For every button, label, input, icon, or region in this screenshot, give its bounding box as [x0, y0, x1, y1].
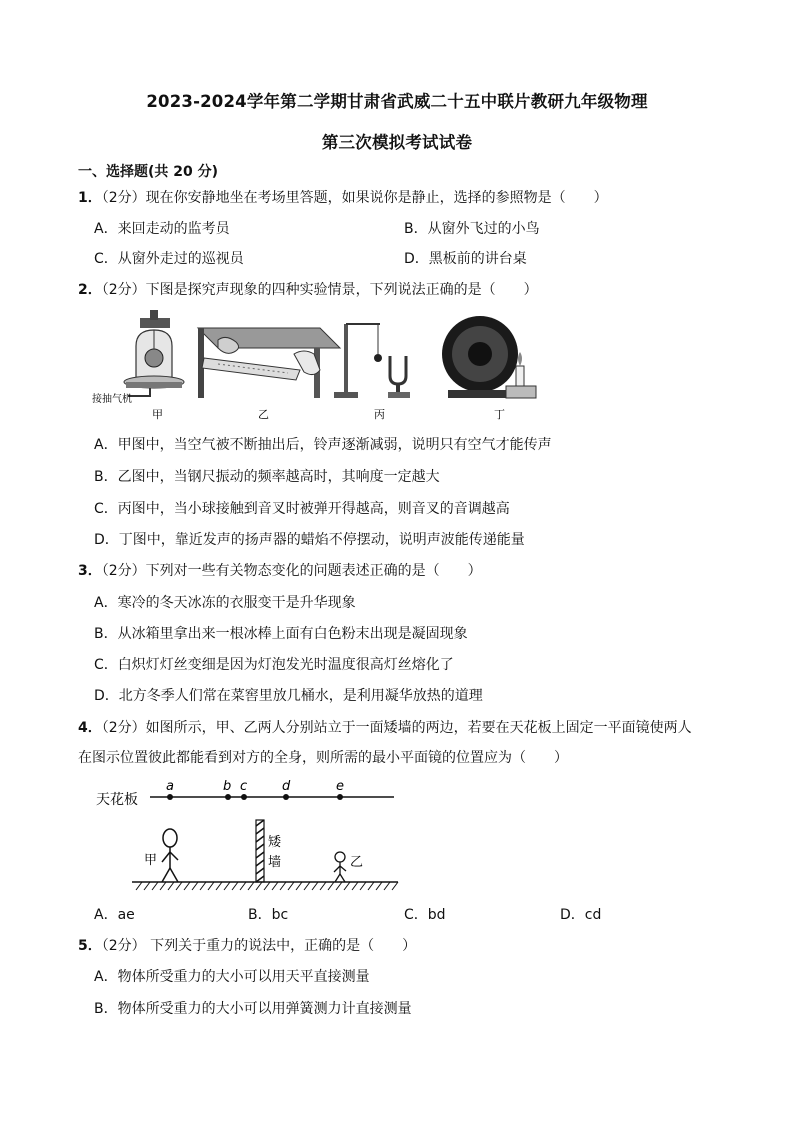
question-number: 5． — [78, 938, 102, 954]
wall-label-2: 墙 — [268, 855, 282, 870]
q2-option-d[interactable]: D．丁图中，靠近发声的扬声器的蜡焰不停摆动，说明声波能传递能量 — [94, 532, 525, 548]
bell-jar-image — [92, 310, 184, 421]
label-b: b — [223, 779, 232, 794]
exam-title-line2: 第三次模拟考试试卷 — [321, 133, 473, 152]
question-5 — [78, 935, 416, 955]
question-number: 3． — [78, 563, 102, 579]
point-d — [283, 794, 289, 800]
q4-option-b[interactable]: B．bc — [248, 907, 289, 923]
q1-option-a[interactable]: A．来回走动的监考员 — [94, 221, 230, 237]
person-yi — [334, 852, 346, 882]
question-3 — [78, 560, 482, 580]
q2-option-b[interactable]: B．乙图中，当钢尺振动的频率越高时，其响度一定越大 — [94, 469, 440, 485]
person-jia — [162, 829, 178, 882]
question-2 — [78, 279, 538, 299]
mirror-wall-figure — [92, 776, 412, 896]
question-4-line1 — [78, 717, 692, 737]
question-number: 4． — [78, 720, 102, 736]
question-number: 2． — [78, 282, 102, 298]
question-text: （2分） 下列关于重力的说法中，正确的是（ ） — [101, 938, 417, 954]
tuning-fork-image — [334, 324, 410, 421]
caption-ding: 丁 — [494, 408, 505, 421]
q4-option-a[interactable]: A．ae — [94, 907, 135, 923]
caption-bing: 丙 — [374, 408, 385, 421]
ruler-table-image — [198, 328, 340, 421]
q5-option-b[interactable]: B．物体所受重力的大小可以用弹簧测力计直接测量 — [94, 1001, 412, 1017]
person-jia-label: 甲 — [144, 853, 158, 868]
pump-label: 接抽气机 — [92, 394, 132, 405]
question-text: （2分）下列对一些有关物态变化的问题表述正确的是（ ） — [101, 563, 482, 579]
question-text: （2分）现在你安静地坐在考场里答题，如果说你是静止，选择的参照物是（ ） — [101, 190, 608, 206]
question-text: （2分）下图是探究声现象的四种实验情景，下列说法正确的是（ ） — [101, 282, 538, 298]
question-number: 1． — [78, 190, 102, 206]
question-text: （2分）如图所示，甲、乙两人分别站立于一面矮墙的两边，若要在天花板上固定一平面镜使两人 — [101, 720, 692, 736]
q2-option-a[interactable]: A．甲图中，当空气被不断抽出后，铃声逐渐减弱，说明只有空气才能传声 — [94, 437, 552, 453]
sound-experiments-figure — [88, 310, 548, 422]
q1-option-c[interactable]: C．从窗外走过的巡视员 — [94, 251, 244, 267]
q4-option-c[interactable]: C．bd — [404, 907, 446, 923]
label-c: c — [240, 779, 248, 794]
point-e — [337, 794, 343, 800]
point-b — [225, 794, 231, 800]
point-a — [167, 794, 173, 800]
label-a: a — [166, 779, 174, 794]
q1-option-d[interactable]: D．黑板前的讲台桌 — [404, 251, 527, 267]
q3-option-b[interactable]: B．从冰箱里拿出来一根冰棒上面有白色粉末出现是凝固现象 — [94, 626, 468, 642]
exam-title-line1: 2023-2024学年第二学期甘肃省武威二十五中联片教研九年级物理 — [146, 92, 648, 111]
q3-option-d[interactable]: D．北方冬季人们常在菜窖里放几桶水，是利用凝华放热的道理 — [94, 688, 483, 704]
label-e: e — [336, 779, 344, 794]
question-1 — [78, 187, 608, 207]
label-d: d — [282, 779, 291, 794]
q3-option-c[interactable]: C．白炽灯灯丝变细是因为灯泡发光时温度很高灯丝熔化了 — [94, 657, 454, 673]
q5-option-a[interactable]: A．物体所受重力的大小可以用天平直接测量 — [94, 969, 370, 985]
ceiling-label: 天花板 — [96, 792, 138, 808]
section-heading: 一、选择题(共 20 分) — [78, 164, 219, 180]
wall-label-1: 矮 — [268, 835, 282, 850]
person-yi-label: 乙 — [350, 855, 364, 870]
q4-option-d[interactable]: D．cd — [560, 907, 602, 923]
caption-jia: 甲 — [152, 408, 163, 421]
q3-option-a[interactable]: A．寒冷的冬天冰冻的衣服变干是升华现象 — [94, 595, 356, 611]
q2-option-c[interactable]: C．丙图中，当小球接触到音叉时被弹开得越高，则音叉的音调越高 — [94, 501, 510, 517]
speaker-candle-image — [442, 316, 536, 421]
q1-option-b[interactable]: B．从窗外飞过的小鸟 — [404, 221, 540, 237]
caption-yi: 乙 — [258, 408, 269, 421]
question-4-line2: 在图示位置彼此都能看到对方的全身，则所需的最小平面镜的位置应为（ ） — [78, 750, 568, 766]
point-c — [241, 794, 247, 800]
